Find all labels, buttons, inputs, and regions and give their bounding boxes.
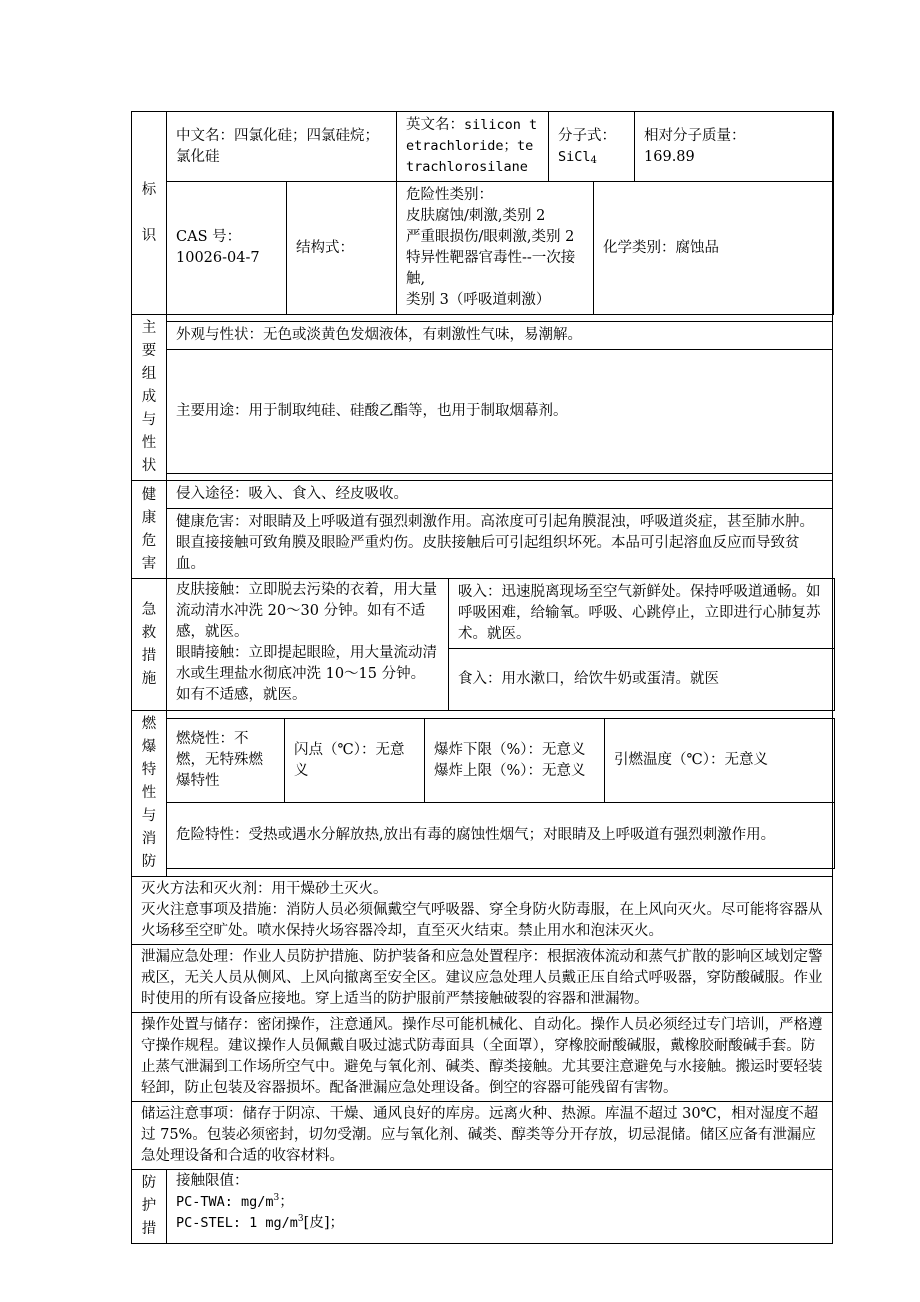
exposure-limits: 接触限值： PC-TWA: $mg/m^3$； PC-STEL: 1 $mg/m^3$[皮]； bbox=[167, 1170, 833, 1244]
ignition-temperature: 引燃温度（℃）：无意义 bbox=[605, 719, 835, 803]
first-aid-side-label: 急 救 措 施 bbox=[132, 579, 167, 711]
msds-table bbox=[131, 111, 833, 1244]
side-char: 识 bbox=[141, 227, 157, 244]
fire-section bbox=[132, 711, 833, 877]
first-aid-content bbox=[167, 579, 833, 711]
composition-content bbox=[167, 315, 833, 481]
side-char bbox=[132, 202, 166, 225]
fire-side-label: 燃 爆 特 性 与 消 防 bbox=[132, 711, 167, 877]
health-hazard: 健康危害：对眼睛及上呼吸道有强烈刺激作用。高浓度可引起角膜混浊，呼吸道炎症，甚至肺水肿。眼直接接触可致角膜及眼睑严重灼伤。皮肤接触后可引起组织坏死。本品可引起溶血反应而导致贫血。 bbox=[167, 509, 833, 579]
en-name: 英文名：silicon tetrachloride；te trachlorosilane bbox=[397, 112, 549, 182]
storage-section bbox=[132, 1102, 833, 1170]
identity-section bbox=[132, 112, 833, 315]
explosion-limits: 爆炸下限（%）：无意义 爆炸上限（%）：无意义 bbox=[425, 719, 605, 803]
hazard-category: 危险性类别： 皮肤腐蚀/刺激,类别 2 严重眼损伤/眼刺激,类别 2 特异性靶器官毒性--一次接触, 类别 3（呼吸道刺激） bbox=[397, 182, 594, 315]
exposure-route: 侵入途径：吸入、食入、经皮吸收。 bbox=[167, 481, 833, 509]
appearance: 外观与性状：无色或淡黄色发烟液体，有刺激性气味，易潮解。 bbox=[167, 322, 833, 350]
molecular-weight: 相对分子质量： 169.89 bbox=[635, 112, 834, 182]
extinguish-section bbox=[132, 877, 833, 945]
health-content bbox=[167, 481, 833, 579]
flash-point: 闪点（℃）：无意义 bbox=[285, 719, 425, 803]
health-side-label: 健 康 危 害 bbox=[132, 481, 167, 579]
protection-side-label: 防 护 措 bbox=[132, 1170, 167, 1244]
structure-formula: 结构式： bbox=[287, 182, 397, 315]
identity-side-label bbox=[132, 112, 167, 315]
identity-content bbox=[167, 112, 833, 315]
health-section bbox=[132, 481, 833, 579]
handling-section bbox=[132, 1013, 833, 1102]
inhalation: 吸入：迅速脱离现场至空气新鲜处。保持呼吸道通畅。如呼吸困难，给输氧。呼吸、心跳停止，立即进行心肺复苏术。就医。 bbox=[449, 579, 835, 649]
handling-storage: 操作处置与储存：密闭操作，注意通风。操作尽可能机械化、自动化。操作人员必须经过专门培训，严格遵守操作规程。建议操作人员佩戴自吸过滤式防毒面具（全面罩），穿橡胶耐酸碱服，戴橡胶耐酸碱手套。防止蒸气泄漏到工作场所空气中。避免与氧化剂、碱类、醇类接触。尤其要注意避免与水接触。搬运时要轻装轻卸，防止包装及容器损坏。配备泄漏应急处理设备。倒空的容器可能残留有害物。 bbox=[132, 1013, 833, 1102]
leak-response: 泄漏应急处理：作业人员防护措施、防护装备和应急处置程序：根据液体流动和蒸气扩散的影响区域划定警戒区，无关人员从侧风、上风向撤离至安全区。建议应急处理人员戴正压自给式呼吸器，穿防酸碱服。作业时使用的所有设备应接地。穿上适当的防护服前严禁接触破裂的容器和泄漏物。 bbox=[132, 945, 833, 1013]
main-usage: 主要用途：用于制取纯硅、硅酸乙酯等，也用于制取烟幕剂。 bbox=[167, 350, 833, 474]
side-char: 标 bbox=[141, 181, 157, 198]
composition-side-label: 主 要 组 成 与 性 状 bbox=[132, 315, 167, 481]
storage-notes: 储运注意事项：储存于阴凉、干燥、通风良好的库房。远离火种、热源。库温不超过 30℃，相对湿度不超过 75%。包装必须密封，切勿受潮。应与氧化剂、碱类、醇类等分开存放，切忌混储。储区应备有泄漏应急处理设备和合适的收容材料。 bbox=[132, 1102, 833, 1170]
leak-section bbox=[132, 945, 833, 1013]
formula: 分子式： SiCl$_4$ bbox=[549, 112, 635, 182]
first-aid-section bbox=[132, 579, 833, 711]
fire-hazard: 危险特性：受热或遇水分解放热,放出有毒的腐蚀性烟气；对眼睛及上呼吸道有强烈刺激作用。 bbox=[167, 803, 835, 869]
cn-name: 中文名：四氯化硅；四氯硅烷；氯化硅 bbox=[167, 112, 397, 182]
composition-section bbox=[132, 315, 833, 481]
combustibility: 燃烧性：不燃，无特殊燃爆特性 bbox=[167, 719, 285, 803]
msds-sheet bbox=[131, 111, 832, 1244]
chem-category: 化学类别：腐蚀品 bbox=[594, 182, 834, 315]
protection-section bbox=[132, 1170, 833, 1244]
ingestion: 食入：用水漱口，给饮牛奶或蛋清。就医 bbox=[449, 649, 835, 711]
extinguish-content bbox=[132, 877, 833, 945]
extinguish-notes: 灭火注意事项及措施：消防人员必须佩戴空气呼吸器、穿全身防火防毒服，在上风向灭火。尽可能将容器从火场移至空旷处。喷水保持火场容器冷却，直至灭火结束。禁止用水和泡沫灭火。 bbox=[141, 902, 823, 939]
extinguish-method: 灭火方法和灭火剂：用干燥砂土灭火。 bbox=[141, 881, 388, 897]
skin-contact: 皮肤接触：立即脱去污染的衣着，用大量流动清水冲洗 20～30 分钟。如有不适感，就医。 眼睛接触：立即提起眼睑，用大量流动清水或生理盐水彻底冲洗 10～15 分钟。如有不适感，就医。 bbox=[167, 579, 449, 711]
fire-content bbox=[167, 711, 833, 877]
cas-number: CAS 号： 10026-04-7 bbox=[167, 182, 287, 315]
